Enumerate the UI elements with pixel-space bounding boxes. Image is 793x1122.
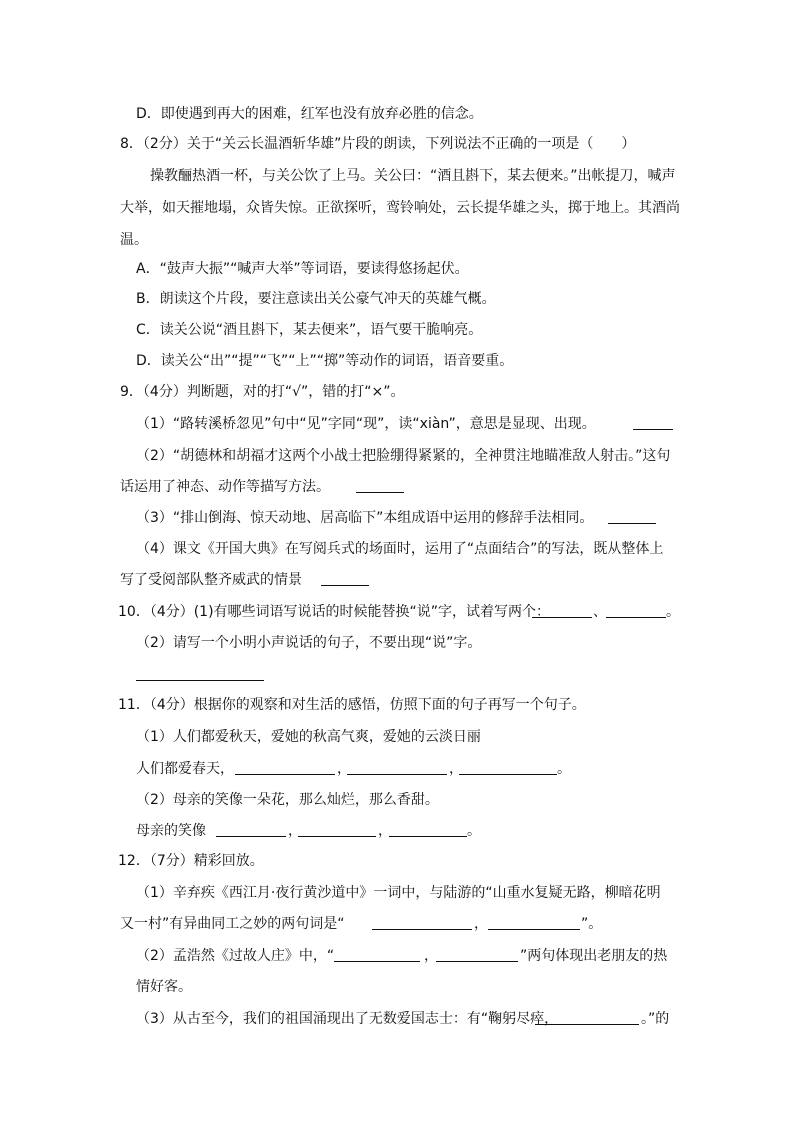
q8-option-b: B．朗读这个片段，要注意读出关公豪气冲天的英雄气概。 bbox=[136, 291, 496, 307]
q9-item-3 bbox=[136, 508, 593, 528]
q8-passage-line-3: 温。 bbox=[120, 232, 148, 248]
q11-period-1: 。 bbox=[557, 761, 571, 777]
q11-blank-2b[interactable] bbox=[298, 822, 376, 837]
q11-blank-2c[interactable] bbox=[389, 822, 467, 837]
q11-comma-1a: ， bbox=[337, 761, 351, 777]
q8-option-d: D．读关公“出”“提”“飞”“上”“掷”等动作的词语，语音要重。 bbox=[136, 353, 514, 369]
q12-item-2-blank-a[interactable] bbox=[334, 947, 420, 962]
q12-item-1-line-1: （1）辛弃疾《西江月·夜行黄沙道中》一词中，与陆游的“山重水复疑无路，柳暗花明 bbox=[136, 885, 661, 901]
q12-item-1-blank-b[interactable] bbox=[488, 915, 580, 930]
q12-item-3: （3）从古至今，我们的祖国涌现出了无数爱国志士：有“鞠躬尽瘁， bbox=[136, 1011, 559, 1027]
q9-item-2-answer-blank[interactable] bbox=[356, 478, 404, 493]
q10-item-2: （2）请写一个小明小声说话的句子，不要出现“说”字。 bbox=[136, 635, 482, 651]
q12-item-2-tail: ”两句体现出老朋友的热 bbox=[520, 948, 668, 964]
q9-stem: 9．（4分）判断题，对的打“√”，错的打“×”。 bbox=[120, 384, 405, 400]
q12-item-2-blank-b[interactable] bbox=[436, 947, 518, 962]
q7-option-d: D．即使遇到再大的困难，红军也没有放弃必胜的信念。 bbox=[136, 106, 483, 122]
q11-blank-1c[interactable] bbox=[459, 760, 557, 775]
q9-item-2-text: 话运用了神态、动作等描写方法。 bbox=[120, 479, 330, 495]
q9-item-4-line-1: （4）课文《开国大典》在写阅兵式的场面时，运用了“点面结合”的写法，既从整体上 bbox=[136, 541, 664, 557]
q11-comma-1b: ， bbox=[449, 761, 463, 777]
q9-item-1-answer-blank[interactable] bbox=[633, 415, 673, 430]
q9-item-2-line-1: （2）“胡德林和胡福才这两个小战士把脸绷得紧紧的，全神贯注地瞄准敌人射击。”这句 bbox=[136, 448, 671, 464]
q9-item-3-answer-blank[interactable] bbox=[608, 509, 656, 524]
q10-item-1-text: 10．（4分）(1)有哪些词语写说话的时候能替换“说”字，试着写两个： bbox=[118, 604, 551, 620]
q8-stem: 8．（2分）关于“关云长温酒斩华雄”片段的朗读，下列说法不正确的一项是（ ） bbox=[120, 136, 636, 152]
q12-item-3-tail: 。”的 bbox=[641, 1011, 670, 1027]
q9-item-2-line-2 bbox=[120, 477, 330, 497]
q12-stem: 12．（7分）精彩回放。 bbox=[118, 853, 264, 869]
q9-item-4-line-2 bbox=[120, 570, 302, 590]
q11-blank-1a[interactable] bbox=[235, 760, 335, 775]
q11-period-2: 。 bbox=[467, 823, 481, 839]
q12-item-1-comma: ， bbox=[474, 916, 488, 932]
q11-comma-2b: ， bbox=[378, 823, 392, 839]
q12-item-2-line-2: 情好客。 bbox=[136, 979, 192, 995]
q11-blank-2a[interactable] bbox=[216, 822, 286, 837]
q10-separator: 、 bbox=[593, 604, 607, 620]
q9-item-1 bbox=[136, 414, 596, 434]
q11-comma-2a: ， bbox=[288, 823, 302, 839]
q12-item-2-line-1: （2）孟浩然《过故人庄》中，“ bbox=[136, 948, 335, 964]
q9-item-1-text: （1）“路转溪桥忽见”句中“见”字同“现”，读“xiàn”，意思是显现、出现。 bbox=[136, 416, 596, 432]
q12-item-2-comma: ， bbox=[424, 948, 438, 964]
q8-option-c: C．读关公说“酒且斟下，某去便来”，语气要干脆响亮。 bbox=[136, 322, 483, 338]
q11-prompt-1: 人们都爱春天， bbox=[136, 761, 234, 777]
q11-example-2: （2）母亲的笑像一朵花，那么灿烂，那么香甜。 bbox=[136, 792, 439, 808]
q9-item-4-text: 写了受阅部队整齐威武的情景 bbox=[120, 572, 302, 588]
q11-prompt-2: 母亲的笑像 bbox=[136, 823, 206, 839]
q12-item-1-end: ”。 bbox=[581, 916, 603, 932]
q9-item-3-text: （3）“排山倒海、惊天动地、居高临下”本组成语中运用的修辞手法相同。 bbox=[136, 510, 594, 526]
q11-stem: 11．（4分）根据你的观察和对生活的感悟，仿照下面的句子再写一个句子。 bbox=[118, 697, 586, 713]
q8-passage-line-1: 操教酾热酒一杯，与关公饮了上马。关公曰：“酒且斟下，某去便来。”出帐提刀，喊声 bbox=[150, 168, 676, 184]
q10-end-period: 。 bbox=[666, 604, 680, 620]
q10-blank-1[interactable] bbox=[532, 603, 592, 618]
q10-stem bbox=[118, 602, 550, 622]
q10-item-2-answer-line[interactable] bbox=[136, 666, 264, 681]
q12-item-1-blank-a[interactable] bbox=[372, 915, 472, 930]
q11-example-1: （1）人们都爱秋天，爱她的秋高气爽，爱她的云淡日丽 bbox=[136, 729, 481, 745]
q8-passage-line-2: 大举，如天摧地塌，众皆失惊。正欲探听，鸾铃响处，云长提华雄之头，掷于地上。其酒尚 bbox=[120, 200, 680, 216]
q12-item-1-line-2: 又一村”有异曲同工之妙的两句词是“ bbox=[120, 916, 345, 932]
q11-blank-1b[interactable] bbox=[347, 760, 447, 775]
q9-item-4-answer-blank[interactable] bbox=[321, 571, 369, 586]
q10-blank-2[interactable] bbox=[606, 603, 666, 618]
q12-item-3-blank[interactable] bbox=[535, 1010, 639, 1025]
q8-option-a: A．“鼓声大振”“喊声大举”等词语，要读得悠扬起伏。 bbox=[136, 261, 469, 277]
